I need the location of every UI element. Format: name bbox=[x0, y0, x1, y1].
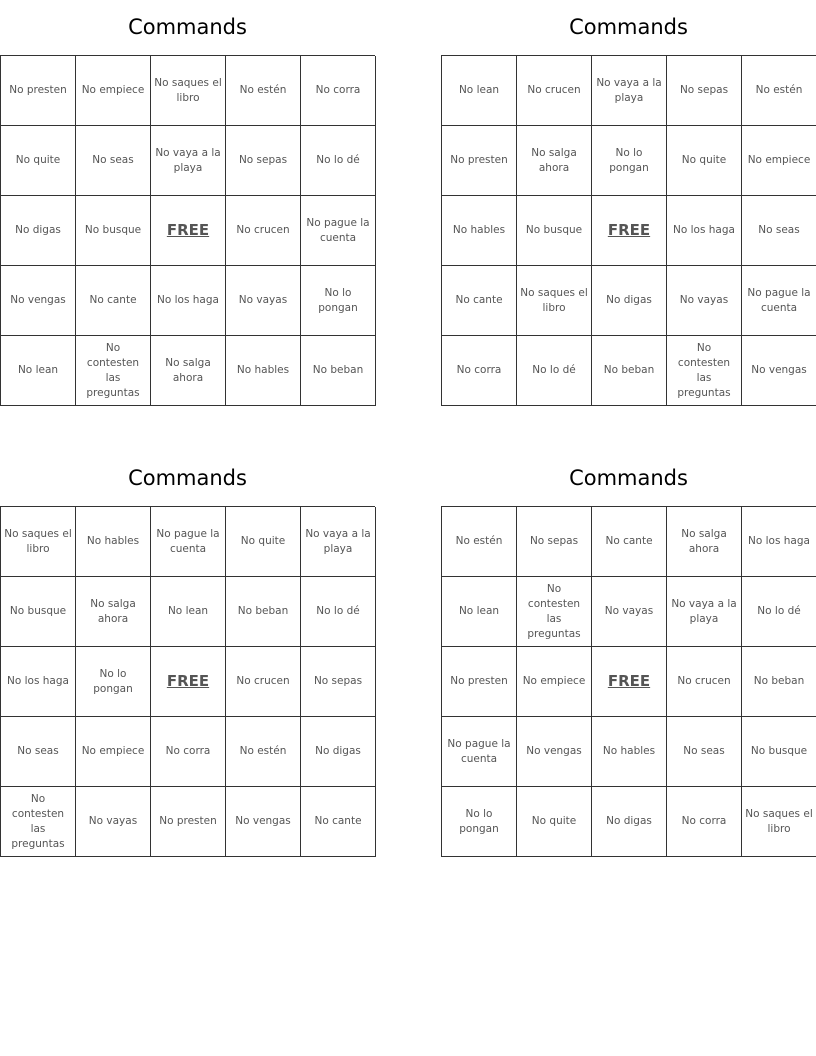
bingo-cell: No cante bbox=[301, 787, 376, 857]
bingo-cell: No saques el libro bbox=[517, 266, 592, 336]
bingo-cell: No beban bbox=[742, 647, 816, 717]
free-space-cell: FREE bbox=[151, 196, 226, 266]
bingo-cell: No corra bbox=[301, 56, 376, 126]
bingo-cell: No estén bbox=[742, 56, 816, 126]
bingo-cell: No sepas bbox=[301, 647, 376, 717]
bingo-cell: No lean bbox=[151, 577, 226, 647]
bingo-cell: No empiece bbox=[76, 56, 151, 126]
bingo-cell: No beban bbox=[592, 336, 667, 406]
bingo-cell: No lo dé bbox=[517, 336, 592, 406]
bingo-cell: No lo pongan bbox=[592, 126, 667, 196]
bingo-cell: No lo pongan bbox=[76, 647, 151, 717]
bingo-cell: No vengas bbox=[226, 787, 301, 857]
bingo-cell: No saques el libro bbox=[151, 56, 226, 126]
bingo-cell: No contesten las preguntas bbox=[517, 577, 592, 647]
bingo-cell: No quite bbox=[667, 126, 742, 196]
bingo-cell: No cante bbox=[76, 266, 151, 336]
bingo-cell: No cante bbox=[442, 266, 517, 336]
card-title: Commands bbox=[128, 466, 247, 490]
bingo-cell: No busque bbox=[517, 196, 592, 266]
bingo-cell: No quite bbox=[517, 787, 592, 857]
bingo-cell: No lo dé bbox=[742, 577, 816, 647]
bingo-cell: No vengas bbox=[742, 336, 816, 406]
bingo-cell: No contesten las preguntas bbox=[76, 336, 151, 406]
bingo-cell: No corra bbox=[667, 787, 742, 857]
bingo-cell: No contesten las preguntas bbox=[667, 336, 742, 406]
bingo-cell: No saques el libro bbox=[742, 787, 816, 857]
bingo-cell: No hables bbox=[592, 717, 667, 787]
bingo-cell: No beban bbox=[226, 577, 301, 647]
bingo-cell: No salga ahora bbox=[151, 336, 226, 406]
bingo-card bbox=[0, 0, 375, 406]
bingo-cell: No contesten las preguntas bbox=[1, 787, 76, 857]
bingo-cell: No empiece bbox=[742, 126, 816, 196]
bingo-cell: No vaya a la playa bbox=[301, 507, 376, 577]
bingo-cell: No vengas bbox=[1, 266, 76, 336]
bingo-cell: No lo pongan bbox=[301, 266, 376, 336]
bingo-cell: No los haga bbox=[151, 266, 226, 336]
bingo-cell: No presten bbox=[442, 647, 517, 717]
card-title: Commands bbox=[569, 466, 688, 490]
bingo-cell: No vaya a la playa bbox=[592, 56, 667, 126]
bingo-cell: No busque bbox=[76, 196, 151, 266]
bingo-cell: No sepas bbox=[226, 126, 301, 196]
bingo-cell: No los haga bbox=[1, 647, 76, 717]
bingo-cell: No estén bbox=[226, 717, 301, 787]
bingo-cell: No hables bbox=[442, 196, 517, 266]
bingo-cell: No estén bbox=[226, 56, 301, 126]
card-title: Commands bbox=[569, 15, 688, 39]
bingo-cell: No lean bbox=[1, 336, 76, 406]
bingo-cell: No seas bbox=[742, 196, 816, 266]
bingo-card bbox=[0, 451, 375, 857]
bingo-cell: No seas bbox=[1, 717, 76, 787]
bingo-cell: No pague la cuenta bbox=[442, 717, 517, 787]
free-space-cell: FREE bbox=[592, 196, 667, 266]
bingo-cell: No busque bbox=[1, 577, 76, 647]
bingo-cell: No presten bbox=[1, 56, 76, 126]
bingo-cell: No vaya a la playa bbox=[151, 126, 226, 196]
free-space-cell: FREE bbox=[151, 647, 226, 717]
bingo-cell: No vayas bbox=[667, 266, 742, 336]
bingo-cell: No lo dé bbox=[301, 577, 376, 647]
bingo-cell: No sepas bbox=[517, 507, 592, 577]
bingo-cell: No salga ahora bbox=[667, 507, 742, 577]
bingo-cell: No digas bbox=[1, 196, 76, 266]
bingo-cell: No vayas bbox=[76, 787, 151, 857]
bingo-cell: No hables bbox=[76, 507, 151, 577]
bingo-cell: No seas bbox=[667, 717, 742, 787]
bingo-cell: No lean bbox=[442, 56, 517, 126]
bingo-cell: No pague la cuenta bbox=[742, 266, 816, 336]
bingo-cell: No quite bbox=[1, 126, 76, 196]
bingo-cell: No lo dé bbox=[301, 126, 376, 196]
bingo-card bbox=[441, 451, 816, 857]
bingo-cell: No crucen bbox=[667, 647, 742, 717]
free-space-cell: FREE bbox=[592, 647, 667, 717]
bingo-grid bbox=[0, 55, 375, 406]
bingo-cell: No vengas bbox=[517, 717, 592, 787]
bingo-cell: No presten bbox=[442, 126, 517, 196]
bingo-cell: No estén bbox=[442, 507, 517, 577]
card-title: Commands bbox=[128, 15, 247, 39]
bingo-cell: No saques el libro bbox=[1, 507, 76, 577]
bingo-cell: No vayas bbox=[592, 577, 667, 647]
bingo-cell: No empiece bbox=[76, 717, 151, 787]
bingo-cell: No los haga bbox=[667, 196, 742, 266]
bingo-cell: No lean bbox=[442, 577, 517, 647]
bingo-grid bbox=[441, 506, 816, 857]
bingo-cell: No pague la cuenta bbox=[301, 196, 376, 266]
bingo-cell: No crucen bbox=[517, 56, 592, 126]
bingo-cell: No crucen bbox=[226, 647, 301, 717]
bingo-cell: No cante bbox=[592, 507, 667, 577]
bingo-cell: No busque bbox=[742, 717, 816, 787]
bingo-cell: No presten bbox=[151, 787, 226, 857]
bingo-cell: No quite bbox=[226, 507, 301, 577]
bingo-cell: No digas bbox=[592, 266, 667, 336]
bingo-cell: No corra bbox=[442, 336, 517, 406]
bingo-cell: No corra bbox=[151, 717, 226, 787]
bingo-grid bbox=[441, 55, 816, 406]
bingo-cell: No lo pongan bbox=[442, 787, 517, 857]
bingo-cell: No digas bbox=[592, 787, 667, 857]
bingo-grid bbox=[0, 506, 375, 857]
bingo-cell: No los haga bbox=[742, 507, 816, 577]
bingo-cell: No digas bbox=[301, 717, 376, 787]
bingo-cell: No beban bbox=[301, 336, 376, 406]
bingo-cell: No salga ahora bbox=[517, 126, 592, 196]
bingo-cell: No sepas bbox=[667, 56, 742, 126]
bingo-cell: No hables bbox=[226, 336, 301, 406]
bingo-cell: No salga ahora bbox=[76, 577, 151, 647]
bingo-cell: No vaya a la playa bbox=[667, 577, 742, 647]
bingo-cell: No seas bbox=[76, 126, 151, 196]
bingo-cell: No empiece bbox=[517, 647, 592, 717]
bingo-card bbox=[441, 0, 816, 406]
bingo-cell: No pague la cuenta bbox=[151, 507, 226, 577]
bingo-cell: No crucen bbox=[226, 196, 301, 266]
bingo-cell: No vayas bbox=[226, 266, 301, 336]
